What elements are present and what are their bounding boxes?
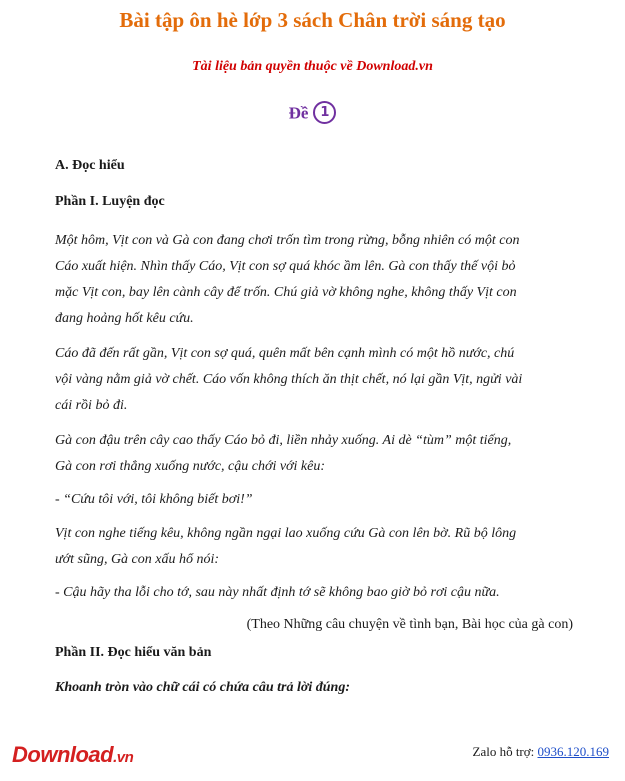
text-line: Cáo đã đến rất gần, Vịt con sợ quá, quên mất bên cạnh mình có một hồ nước, chú xyxy=(55,346,515,361)
story-source: (Theo Những câu chuyện về tình bạn, Bài học của gà con) xyxy=(246,617,573,632)
text-line: Gà con rơi thẳng xuống nước, cậu chới với kêu: xyxy=(55,459,326,474)
dialogue-line-2 xyxy=(55,580,583,606)
text-line: Vịt con nghe tiếng kêu, không ngần ngại lao xuống cứu Gà con lên bờ. Rũ bộ lông xyxy=(55,526,517,541)
question-instruction: Khoanh tròn vào chữ cái có chứa câu trả lời đúng: xyxy=(55,680,350,695)
part1-heading: Phần I. Luyện đọc xyxy=(55,194,165,209)
text-line: cái rồi bỏ đi. xyxy=(55,398,128,413)
text-line: - Cậu hãy tha lỗi cho tớ, sau này nhất định tớ sẽ không bao giờ bỏ rơi cậu nữa. xyxy=(55,585,500,600)
text-line: đang hoảng hốt kêu cứu. xyxy=(55,311,194,326)
story-paragraph-3 xyxy=(55,428,583,480)
text-line: mặc Vịt con, bay lên cành cây để trốn. Chú giả vờ không nghe, không thấy Vịt con xyxy=(55,285,517,300)
logo-main-text: Download xyxy=(12,742,114,767)
logo-suffix-text: .vn xyxy=(113,749,134,766)
section-a-heading: A. Đọc hiểu xyxy=(55,158,125,173)
text-line: ướt sũng, Gà con xấu hổ nói: xyxy=(55,552,220,567)
part2-heading: Phần II. Đọc hiểu văn bản xyxy=(55,645,212,660)
document-title: Bài tập ôn hè lớp 3 sách Chân trời sáng tạo xyxy=(119,8,506,32)
exam-number-badge: 1 xyxy=(313,101,336,124)
support-phone-link[interactable]: 0936.120.169 xyxy=(537,744,609,759)
story-paragraph-2 xyxy=(55,341,583,419)
copyright-notice: Tài liệu bản quyền thuộc về Download.vn xyxy=(192,59,433,74)
support-label: Zalo hỗ trợ: xyxy=(472,744,535,759)
text-line: vội vàng nằm giả vờ chết. Cáo vốn không thích ăn thịt chết, nó lại gần Vịt, ngửi vài xyxy=(55,372,523,387)
story-paragraph-4 xyxy=(55,521,583,573)
text-line: Cáo xuất hiện. Nhìn thấy Cáo, Vịt con sợ quá khóc ầm lên. Gà con thấy thế vội bỏ xyxy=(55,259,516,274)
dialogue-line-1 xyxy=(55,487,583,513)
text-line: - “Cứu tôi với, tôi không biết bơi!” xyxy=(55,492,253,507)
exam-heading xyxy=(0,103,625,126)
exam-label: Đề xyxy=(288,103,309,123)
story-paragraph-1 xyxy=(55,228,583,332)
text-line: Gà con đậu trên cây cao thấy Cáo bỏ đi, liền nhảy xuống. Ai dè “tùm” một tiếng, xyxy=(55,433,512,448)
download-logo[interactable] xyxy=(12,742,133,768)
text-line: Một hôm, Vịt con và Gà con đang chơi trốn tìm trong rừng, bỗng nhiên có một con xyxy=(55,233,520,248)
zalo-support xyxy=(473,744,610,760)
